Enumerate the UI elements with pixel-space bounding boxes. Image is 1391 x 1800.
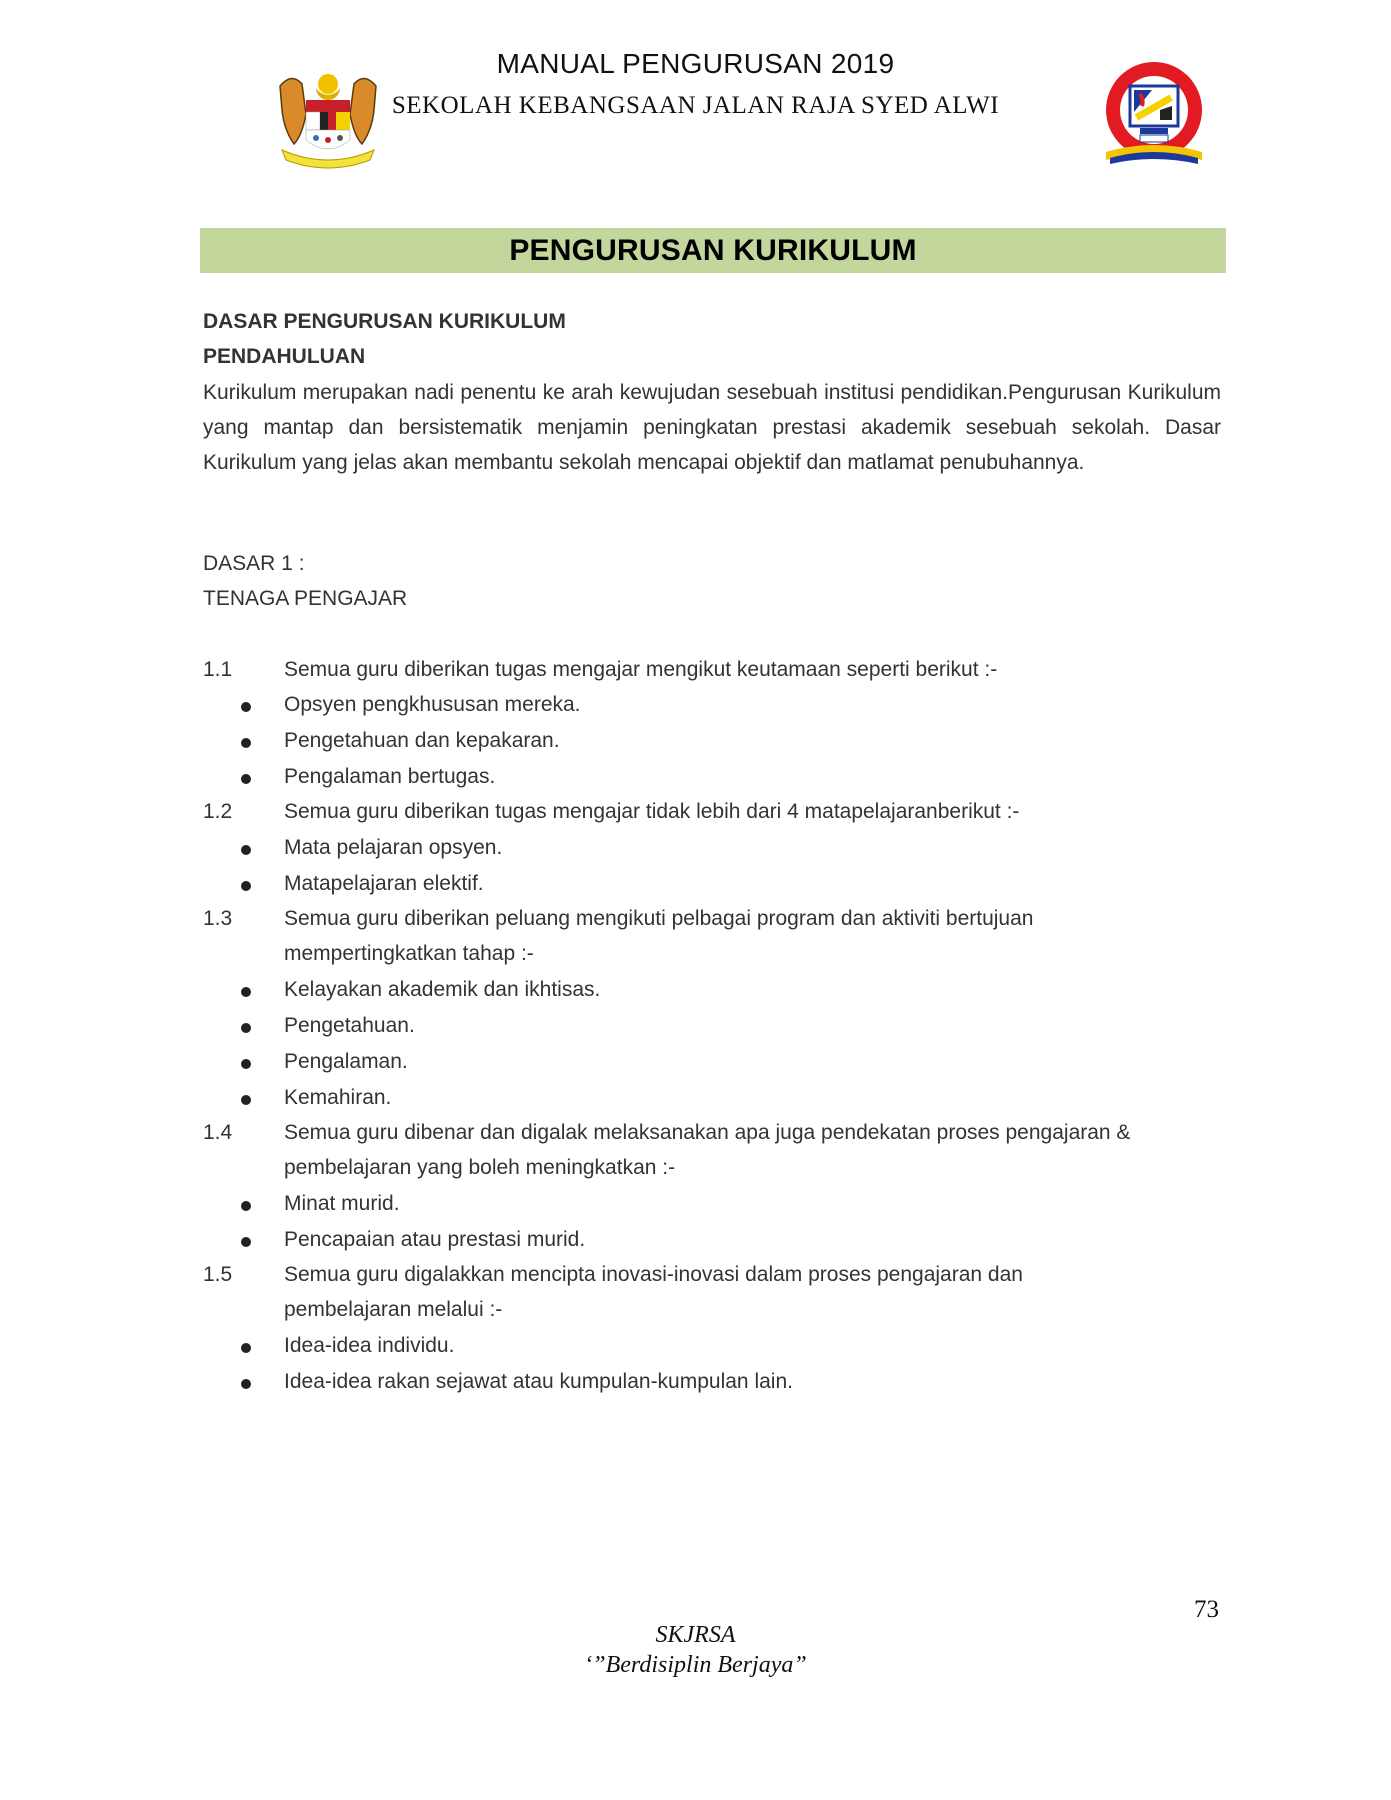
bullet-icon [241,1379,251,1389]
footer-motto: ‘”Berdisiplin Berjaya” [584,1652,807,1678]
section-banner [200,228,1226,273]
policy-title: TENAGA PENGAJAR [203,587,408,610]
item-number: 1.1 [203,658,233,681]
bullet-icon [241,1023,251,1033]
bullet-item: Mata pelajaran opsyen. [284,836,503,859]
bullet-item: Pengetahuan dan kepakaran. [284,729,560,752]
bullet-item: Matapelajaran elektif. [284,872,484,895]
item-number: 1.2 [203,800,233,823]
policy-label: DASAR 1 : [203,552,305,575]
bullet-item: Pengetahuan. [284,1014,415,1037]
item-text-cont: pembelajaran yang boleh meningkatkan :- [284,1156,676,1179]
school-name: SEKOLAH KEBANGSAAN JALAN RAJA SYED ALWI [391,92,1000,119]
item-text-cont: pembelajaran melalui :- [284,1298,503,1321]
bullet-icon [241,1237,251,1247]
bullet-item: Minat murid. [284,1192,400,1215]
bullet-item: Pengalaman. [284,1050,408,1073]
item-number: 1.5 [203,1263,233,1286]
bullet-icon [241,774,251,784]
item-text: Semua guru digalakkan mencipta inovasi-inovasi dalam proses pengajaran dan [284,1263,1023,1286]
bullet-icon [241,1201,251,1211]
item-text-cont: mempertingkatkan tahap :- [284,942,534,965]
section-heading: DASAR PENGURUSAN KURIKULUM [203,310,566,333]
banner-title: PENGURUSAN KURIKULUM [509,233,917,267]
bullet-item: Idea-idea individu. [284,1334,455,1357]
section-subheading: PENDAHULUAN [203,345,366,368]
bullet-item: Pengalaman bertugas. [284,765,496,788]
page-number: 73 [1194,1596,1219,1623]
item-number: 1.3 [203,907,233,930]
item-text: Semua guru diberikan tugas mengajar mengikut keutamaan seperti berikut :- [284,658,998,681]
bullet-icon [241,1095,251,1105]
school-crest-logo [1100,60,1208,168]
bullet-icon [241,881,251,891]
item-number: 1.4 [203,1121,233,1144]
item-text: Semua guru diberikan peluang mengikuti pelbagai program dan aktiviti bertujuan [284,907,1034,930]
bullet-icon [241,702,251,712]
bullet-icon [241,738,251,748]
bullet-icon [241,1059,251,1069]
bullet-icon [241,1343,251,1353]
item-text: Semua guru dibenar dan digalak melaksanakan apa juga pendekatan proses pengajaran & [284,1121,1131,1144]
intro-paragraph: Kurikulum merupakan nadi penentu ke arah kewujudan sesebuah institusi pendidikan.Pengurusan Kurikulum yang mantap dan bersistematik menjamin peningkatan prestasi akademik sesebuah sekolah. Dasar Kurikulum yang jelas akan membantu sekolah mencapai objektif dan matlamat penubuhannya. [203,381,1221,474]
document-title: MANUAL PENGURUSAN 2019 [496,48,895,79]
bullet-item: Opsyen pengkhususan mereka. [284,693,581,716]
bullet-item: Kelayakan akademik dan ikhtisas. [284,978,601,1001]
bullet-item: Pencapaian atau prestasi murid. [284,1228,586,1251]
item-text: Semua guru diberikan tugas mengajar tidak lebih dari 4 matapelajaranberikut :- [284,800,1020,823]
bullet-item: Kemahiran. [284,1086,392,1109]
bullet-icon [241,987,251,997]
footer-school-short: SKJRSA [655,1622,736,1648]
bullet-icon [241,845,251,855]
malaysia-coat-of-arms-logo [272,66,384,172]
bullet-item: Idea-idea rakan sejawat atau kumpulan-kumpulan lain. [284,1370,793,1393]
